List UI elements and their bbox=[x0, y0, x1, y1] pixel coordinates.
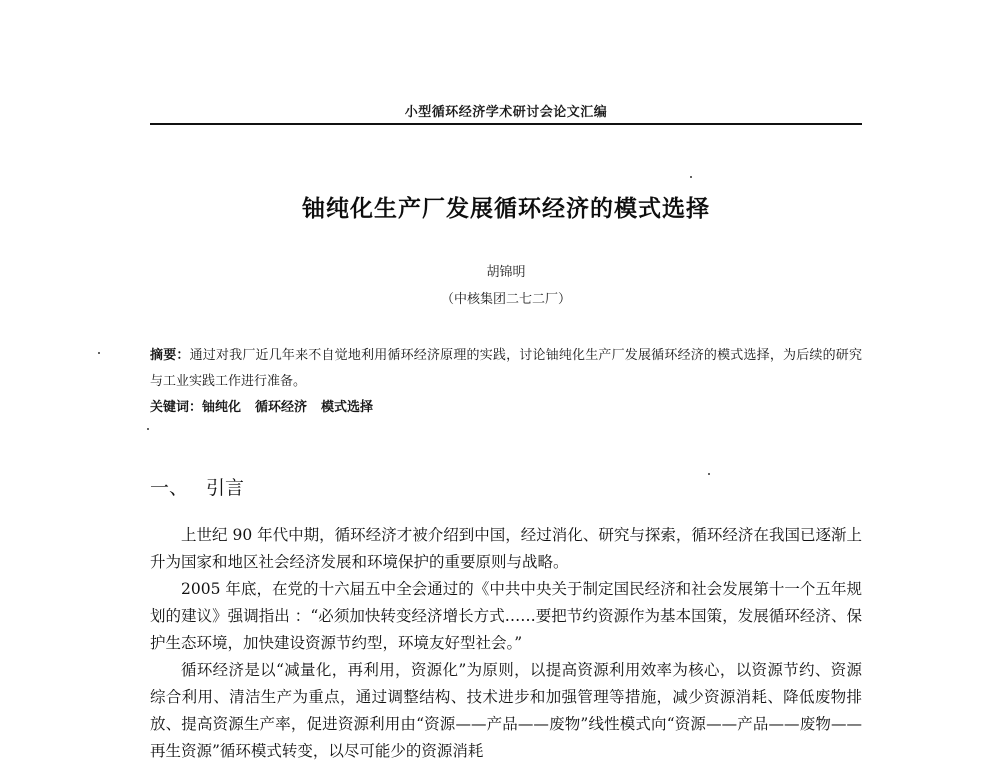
keyword-item: 模式选择 bbox=[321, 400, 374, 415]
keyword-item: 铀纯化 bbox=[202, 400, 242, 415]
scan-speck bbox=[708, 473, 710, 475]
section-title: 引言 bbox=[206, 477, 245, 499]
header-rule bbox=[150, 123, 862, 125]
article-title: 铀纯化生产厂发展循环经济的模式选择 bbox=[302, 196, 710, 222]
section-number: 一、 bbox=[150, 477, 189, 499]
running-header: 小型循环经济学术研讨会论文汇编 bbox=[404, 105, 608, 120]
author-affiliation: （中核集团二七二厂） bbox=[440, 292, 571, 307]
keyword-item: 循环经济 bbox=[255, 400, 308, 415]
section-heading bbox=[150, 473, 244, 500]
keywords-label: 关键词： bbox=[150, 400, 203, 415]
abstract bbox=[150, 343, 862, 395]
paragraph: 循环经济是以“减量化，再利用，资源化”为原则，以提高资源利用效率为核心，以资源节约、资源综合利用、清洁生产为重点，通过调整结构、技术进步和加强管理等措施，减少资源消耗、降低废物排放、提高资源生产率，促进资源利用由“资源——产品——废物”线性模式向“资源——产品——废物——再生资源”循环模式转变，以尽可能少的资源消耗 bbox=[150, 661, 862, 760]
scan-speck bbox=[98, 352, 100, 354]
abstract-text: 通过对我厂近几年来不自觉地利用循环经济原理的实践，讨论铀纯化生产厂发展循环经济的模式选择，为后续的研究与工业实践工作进行准备。 bbox=[150, 348, 862, 389]
abstract-label: 摘要： bbox=[150, 348, 190, 363]
paragraph: 上世纪 90 年代中期，循环经济才被介绍到中国，经过消化、研究与探索，循环经济在我国已逐渐上升为国家和地区社会经济发展和环境保护的重要原则与战略。 bbox=[150, 526, 862, 571]
author-name: 胡锦明 bbox=[486, 265, 526, 280]
section-body bbox=[150, 522, 862, 760]
paragraph: 2005 年底，在党的十六届五中全会通过的《中共中央关于制定国民经济和社会发展第十一个五年规划的建议》强调指出 ：“必须加快转变经济增长方式……要把节约资源作为基本国策，发展循环经济、保护生态环境，加快建设资源节约型，环境友好型社会。” bbox=[150, 580, 862, 652]
keywords bbox=[150, 395, 862, 421]
scan-speck bbox=[147, 428, 149, 430]
scan-speck bbox=[690, 176, 692, 178]
